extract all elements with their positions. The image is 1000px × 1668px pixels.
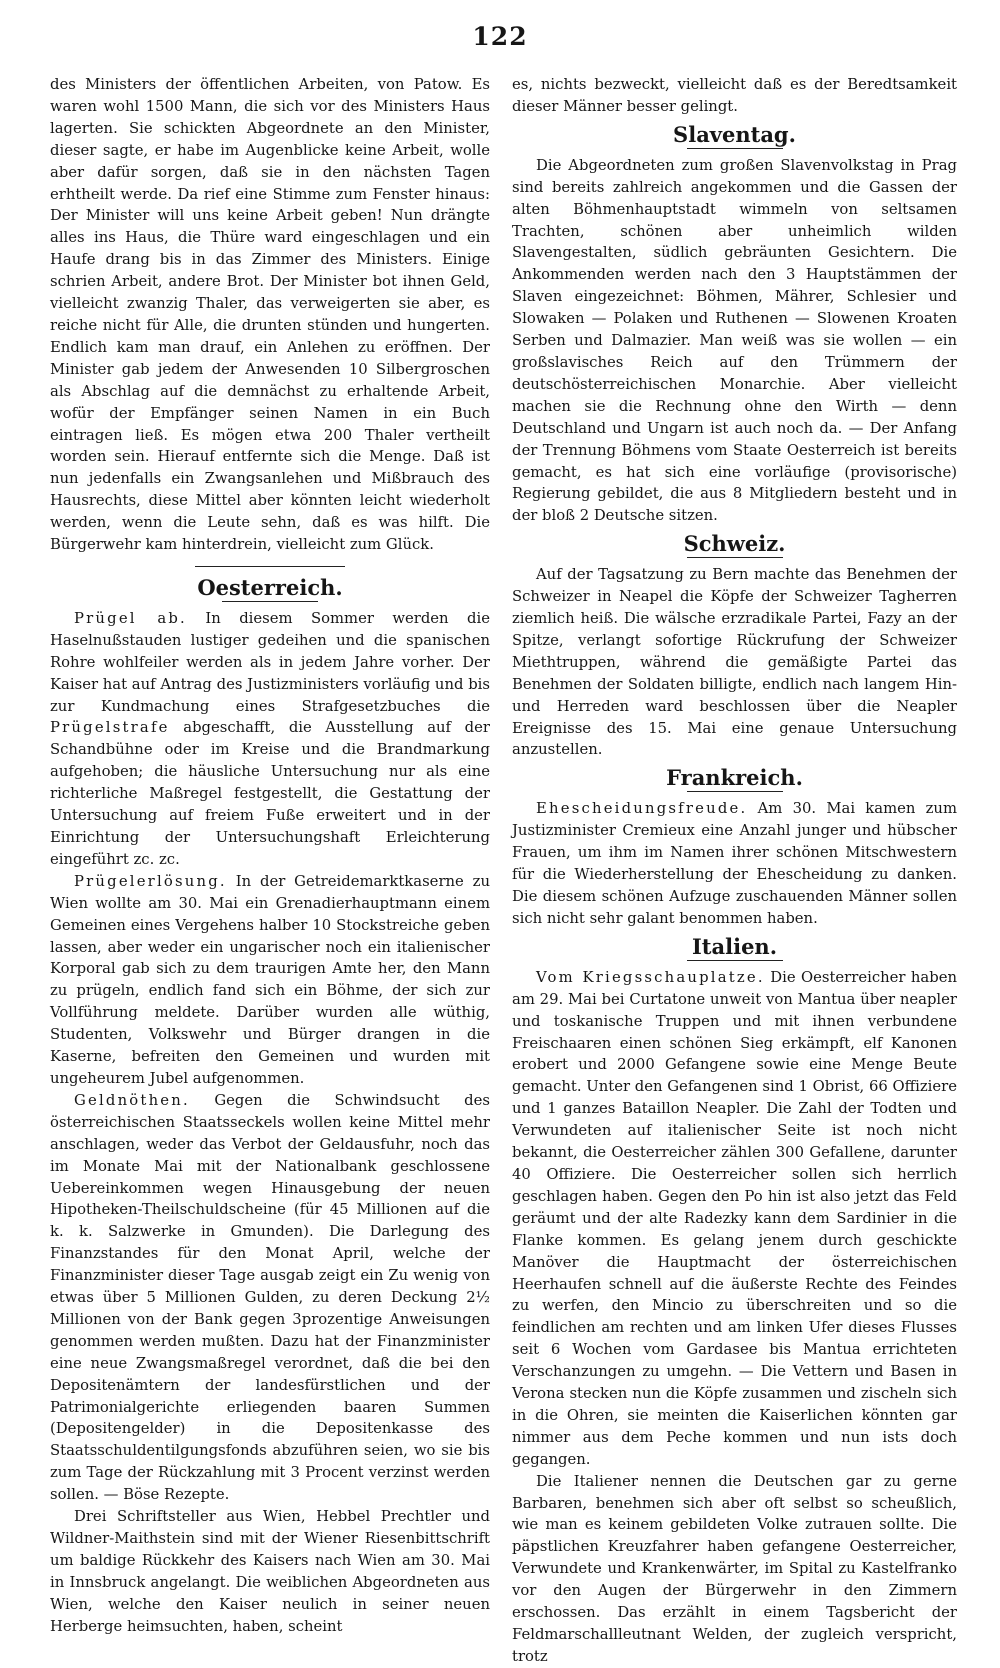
section-heading-oesterreich	[50, 575, 490, 602]
right-column	[512, 74, 957, 1668]
article-paragraph: des Ministers der öffentlichen Arbeiten, von Patow. Es waren wohl 1500 Mann, die sich vor des Ministers Haus lagerten. Sie schickten Abgeordnete an den Minister, dieser sagte, er habe im Augenblicke keine Arbeit, wolle aber dafür sorgen, daß sie in den nächsten Tagen erhtheilt werde. Da rief eine Stimme zum Fenster hinaus: Der Minister will uns keine Arbeit geben! Nun drängte alles ins Haus, die Thüre ward eingeschlagen und ein Haufe drang bis in das Zimmer des Ministers. Einige schrien Arbeit, andere Brot. Der Minister bot ihnen Geld, vielleicht zwanzig Thaler, das verweigerten sie aber, es reiche nicht für Alle, die drunten stünden und hungerten. Endlich kam man drauf, ein Anlehen zu eröffnen. Der Minister gab jedem der Anwesenden 10 Silbergroschen als Abschlag auf die demnächst zu erhaltende Arbeit, wofür der Empfänger seinen Namen in ein Buch eintragen ließ. Es mögen etwa 200 Thaler vertheilt worden sein. Hierauf entfernte sich die Menge. Daß ist nun jedenfalls ein Zwangsanlehen und Mißbrauch des Hausrechts, diese Mittel aber könnten leicht wiederholt werden, wenn die Leute sehn, daß es was hilft. Die Bürgerwehr kam hinterdrein, vielleicht zum Glück.	[50, 76, 490, 554]
section-heading-frankreich	[512, 765, 957, 792]
article-slaventag: Die Abgeordneten zum großen Slavenvolkstag in Prag sind bereits zahlreich angekommen und die Gassen der alten Böhmenhauptstadt wimmeln von seltsamen Trachten, schönen aber unheimlich wilden Slavengestalten, südlich gebräunten Gesichtern. Die Ankommenden werden nach den 3 Hauptstämmen der Slaven eingezeichnet: Böhmen, Mährer, Schlesier und Slowaken — Polaken und Ruthenen — Slowenen Kroaten Serben und Dalmazier. Man weiß was sie wollen — ein großslavisches Reich auf den Trümmern der deutschösterreichischen Monarchie. Aber vielleicht machen sie die Rechnung ohne den Wirth — denn Deutschland und Ungarn ist auch noch da. — Der Anfang der Trennung Böhmens vom Staate Oesterreich ist bereits gemacht, es hat sich eine vorläufige (provisorische) Regierung gebildet, die aus 8 Mitgliedern besteht und in der bloß 2 Deutsche sitzen.	[512, 156, 957, 525]
article-frankreich	[512, 798, 957, 929]
article-lead: Prügel ab.	[74, 609, 187, 627]
article-text: Gegen die Schwindsucht des österreichischen Staatsseckels wollen keine Mittel mehr anschlagen, weder das Verbot der Geldausfuhr, noch das im Monate Mai mit der Nationalbank geschlossene Uebereinkommen wegen Hinausgebung der neuen Hipotheken-Theilschuldscheine (für 45 Millionen auf die k. k. Salzwerke in Gmunden). Die Darlegung des Finanzstandes für den Monat April, welche der Finanzminister dieser Tage ausgab zeigt ein Zu wenig von etwas über 5 Millionen Gulden, zu deren Deckung 2½ Millionen von der Bank gegen 3prozentige Anweisungen genommen werden mußten. Dazu hat der Finanzminister eine neue Zwangsmaßregel verordnet, daß die bei den Depositenämtern der landesfürstlichen und der Patrimonialgerichte erliegenden baaren Summen (Depositengelder) in die Depositenkasse des Staatsschuldentilgungsfonds abzuführen seien, wo sie bis zum Tage der Rückzahlung mit 3 Procent verzinst werden sollen. — Böse Rezepte.	[50, 1091, 490, 1504]
heading-underline	[687, 148, 783, 149]
article-lead: Geldnöthen.	[74, 1091, 190, 1109]
article-pruegel-ab	[50, 608, 490, 871]
heading-underline	[687, 791, 783, 792]
article-text: In der Getreidemarktkaserne zu Wien wollte am 30. Mai ein Grenadierhauptmann einem Gemeinen eines Vergehens halber 10 Stockstreiche geben lassen, aber weder ein ungarischer noch ein italienischer Korporal gab sich zu dem traurigen Amte her, den Mann zu prügeln, endlich fand sich ein Böhme, der sich zur Vollführung meldete. Darüber wurden alle wüthig, Studenten, Volkswehr und Bürger drangen in die Kaserne, befreiten den Gemeinen und wurden mit ungeheurem Jubel aufgenommen.	[50, 872, 490, 1087]
article-text: In diesem Sommer werden die Haselnußstauden lustiger gedeihen und die spanischen Rohre wohlfeiler werden als in jedem Jahre vorher. Der Kaiser hat auf Antrag des Justizministers vorläufig und bis zur Kundmachung eines Strafgesetzbuches die	[50, 609, 490, 715]
article-carryover: es, nichts bezweckt, vielleicht daß es der Beredtsamkeit dieser Männer besser gelingt.	[512, 76, 957, 115]
article-italien-barbaren: Die Italiener nennen die Deutschen gar zu gerne Barbaren, benehmen sich aber oft selbst so scheußlich, wie man es keinem gebildeten Volke zutrauen sollte. Die päpstlichen Kreuzfahrer haben gefangene Oesterreicher, Verwundete und Krankenwärter, im Spital zu Kastelfranko vor den Augen der Bürgerwehr in den Zimmern erschossen. Das erzählt in einem Tagsbericht der Feldmarschallleutnant Welden, der zugleich verspricht, trotz	[512, 1472, 957, 1665]
heading-underline	[222, 601, 318, 602]
article-lead: Ehescheidungsfreude.	[536, 800, 748, 818]
section-heading-slaventag	[512, 122, 957, 149]
article-emphasis: Prügelstrafe	[50, 719, 170, 737]
article-text: Am 30. Mai kamen zum Justizminister Cremieux eine Anzahl junger und hübscher Frauen, um ihm im Namen ihrer schönen Mitschwestern für die Wiederherstellung der Ehescheidung zu danken. Die diesem schönen Aufzuge zuschauenden Männer sollen sich nicht sehr galant benommen haben.	[512, 800, 957, 927]
page-number: 122	[472, 22, 528, 51]
article-italien-kriegsschauplatz	[512, 967, 957, 1471]
article-lead: Prügelerlösung.	[74, 872, 227, 890]
heading-underline	[687, 960, 783, 961]
article-drei-schriftsteller: Drei Schriftsteller aus Wien, Hebbel Prechtler und Wildner-Maithstein sind mit der Wiener Riesenbittschrift um baldige Rückkehr des Kaisers nach Wien am 30. Mai in Innsbruck angelangt. Die weiblichen Abgeordneten aus Wien, welche den Kaiser neulich in seiner neuen Herberge heimsuchten, haben, scheint	[50, 1508, 490, 1635]
article-text: abgeschafft, die Ausstellung auf der Schandbühne oder im Kreise und die Brandmarkung aufgehoben; die häusliche Untersuchung nur als eine richterliche Maßregel festgestellt, die Gestattung der Untersuchung auf freiem Fuße erweitert und in der Einrichtung der Untersuchungshaft Erleichterung eingeführt zc. zc.	[50, 719, 490, 868]
heading-text: Oesterreich.	[197, 574, 343, 600]
section-heading-italien	[512, 934, 957, 961]
article-text: Die Oesterreicher haben am 29. Mai bei Curtatone unweit von Mantua über neapler und toskanische Truppen und mit ihnen verbundene Freischaaren einen schönen Sieg erkämpft, elf Kanonen erobert und 2000 Gefangene sowie eine Menge Beute gemacht. Unter den Gefangenen sind 1 Obrist, 66 Offiziere und 1 ganzes Bataillon Neapler. Die Zahl der Todten und Verwundeten auf italienischer Seite ist noch nicht bekannt, die Oesterreicher zählen 300 Gefallene, darunter 40 Offiziere. Die Oesterreicher sollen sich herrlich geschlagen haben. Gegen den Po hin ist also jetzt das Feld geräumt und der alte Radezky kann dem Sardinier in die Flanke kommen. Es gelang jenem durch geschickte Manöver die Hauptmacht der österreichischen Heerhaufen schnell auf die äußerste Rechte des Feindes zu werfen, den Mincio zu überschreiten und so die feindlichen am rechten und am linken Ufer dieses Flusses seit 6 Wochen vom Gardasee bis Mantua errichteten Verschanzungen zu umgehn. — Die Vettern und Basen in Verona stecken nun die Köpfe zusammen und zischeln sich in die Ohren, sie meinten die Kaiserlichen könnten gar nimmer aus dem Peche kommen und nun ists doch gegangen.	[512, 968, 958, 1468]
article-geldnoethen	[50, 1090, 490, 1506]
heading-underline	[687, 557, 783, 558]
heading-text: Schweiz.	[683, 531, 786, 557]
section-divider	[195, 566, 345, 567]
article-lead: Vom Kriegsschauplatze.	[536, 968, 765, 986]
article-pruegelerloesung	[50, 871, 490, 1090]
heading-text: Slaventag.	[673, 121, 796, 147]
left-column	[50, 74, 490, 1638]
article-schweiz: Auf der Tagsatzung zu Bern machte das Benehmen der Schweizer in Neapel die Köpfe der Schweizer Tagherren ziemlich heiß. Die wälsche erzradikale Partei, Fazy an der Spitze, verlangt sofortige Rückrufung der Schweizer Miethtruppen, während die gemäßigte Partei das Benehmen der Soldaten billigte, endlich nach langem Hin- und Herreden ward beschlossen über die Neapler Ereignisse des 15. Mai eine genaue Untersuchung anzustellen.	[512, 566, 957, 759]
heading-text: Frankreich.	[666, 765, 803, 791]
section-heading-schweiz	[512, 531, 957, 558]
heading-text: Italien.	[691, 933, 778, 959]
